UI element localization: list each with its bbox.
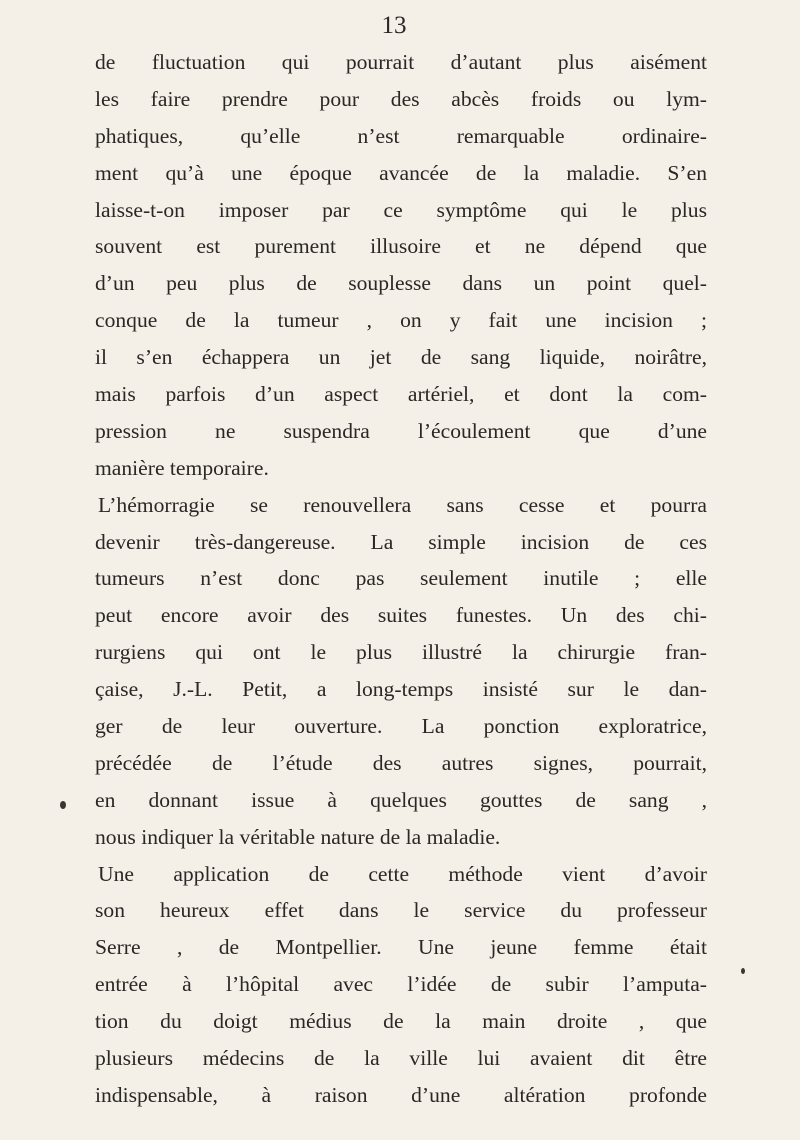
text-line: conque de la tumeur , on y fait une incision ; — [95, 308, 707, 333]
text-line: manière temporaire. — [95, 455, 269, 480]
text-line: entrée à l’hôpital avec l’idée de subir l’amputa- — [95, 972, 707, 997]
text-line: de fluctuation qui pourrait d’autant plus aisément — [95, 50, 707, 74]
body-text — [95, 44, 707, 1114]
text-line: précédée de l’étude des autres signes, pourrait, — [95, 750, 707, 775]
text-line: çaise, J.-L. Petit, a long-temps insisté sur le dan- — [95, 677, 707, 702]
text-line: ger de leur ouverture. La ponction exploratrice, — [95, 714, 707, 739]
text-line: pression ne suspendra l’écoulement que d’une — [95, 418, 707, 443]
text-line: son heureux effet dans le service du professeur — [95, 898, 707, 923]
text-line: rurgiens qui ont le plus illustré la chirurgie fran- — [95, 640, 707, 665]
text-line: souvent est purement illusoire et ne dépend que — [95, 234, 707, 259]
text-line: peut encore avoir des suites funestes. Un des chi- — [95, 603, 707, 628]
ink-speck — [60, 801, 66, 809]
text-line: phatiques, qu’elle n’est remarquable ordinaire- — [95, 123, 707, 148]
text-line: tumeurs n’est donc pas seulement inutile ; elle — [95, 566, 707, 591]
text-line: indispensable, à raison d’une altération profonde — [95, 1082, 707, 1107]
text-line: L’hémorragie se renouvellera sans cesse et pourra — [98, 492, 707, 517]
text-line: ment qu’à une époque avancée de la maladie. S’en — [95, 160, 707, 185]
text-line: Serre , de Montpellier. Une jeune femme était — [95, 935, 707, 960]
text-line: mais parfois d’un aspect artériel, et dont la com- — [95, 382, 707, 407]
text-line: plusieurs médecins de la ville lui avaient dit être — [95, 1046, 707, 1071]
text-line: en donnant issue à quelques gouttes de sang , — [95, 787, 707, 812]
text-line: Une application de cette méthode vient d’avoir — [98, 861, 707, 886]
text-line: devenir très-dangereuse. La simple incision de ces — [95, 529, 707, 554]
text-line: tion du doigt médius de la main droite , que — [95, 1009, 707, 1034]
text-line: les faire prendre pour des abcès froids ou lym- — [95, 86, 707, 111]
page-number: 13 — [381, 12, 407, 39]
text-line: d’un peu plus de souplesse dans un point quel- — [95, 271, 707, 296]
text-line: laisse-t-on imposer par ce symptôme qui le plus — [95, 197, 707, 222]
text-line: nous indiquer la véritable nature de la maladie. — [95, 824, 501, 849]
text-line: il s’en échappera un jet de sang liquide, noirâtre, — [95, 345, 707, 370]
ink-speck — [741, 968, 745, 974]
